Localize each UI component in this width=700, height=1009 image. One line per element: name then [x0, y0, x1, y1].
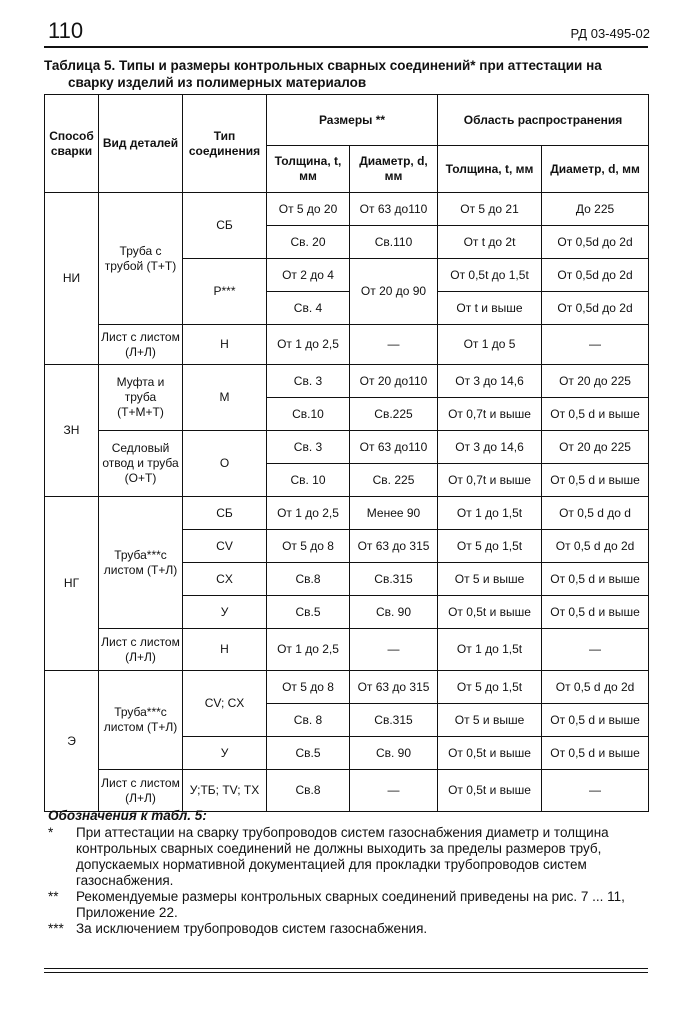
scope-diameter-cell: —	[542, 629, 649, 671]
scope-diameter-cell: От 20 до 225	[542, 431, 649, 464]
thickness-cell: От 1 до 2,5	[267, 497, 350, 530]
method-cell: НГ	[45, 497, 99, 671]
header-parts: Вид деталей	[99, 95, 183, 193]
thickness-cell: Св.8	[267, 563, 350, 596]
scope-diameter-cell: —	[542, 325, 649, 365]
method-cell: Э	[45, 671, 99, 812]
scope-thickness-cell: От 3 до 14,6	[438, 365, 542, 398]
scope-diameter-cell: От 0,5 d и выше	[542, 398, 649, 431]
diameter-cell: Св.315	[350, 704, 438, 737]
scope-diameter-cell: До 225	[542, 193, 649, 226]
table-row	[45, 193, 649, 226]
diameter-cell: —	[350, 629, 438, 671]
note-text: За исключением трубопроводов систем газоснабжения.	[76, 921, 428, 936]
thickness-cell: Св. 4	[267, 292, 350, 325]
parts-cell: Лист с листом (Л+Л)	[99, 770, 183, 812]
page-number: 110	[48, 18, 84, 43]
header-rule	[44, 46, 648, 48]
parts-cell: Труба***с листом (Т+Л)	[99, 671, 183, 770]
diameter-cell: Св. 90	[350, 737, 438, 770]
scope-thickness-cell: От 0,7t и выше	[438, 398, 542, 431]
note-mark: *	[48, 825, 54, 840]
footer-rule	[44, 972, 648, 973]
table-caption	[44, 57, 648, 91]
legend-note	[48, 921, 652, 937]
scope-thickness-cell: От 5 и выше	[438, 563, 542, 596]
scope-thickness-cell: От 5 до 21	[438, 193, 542, 226]
thickness-cell: Св.10	[267, 398, 350, 431]
scope-thickness-cell: От 3 до 14,6	[438, 431, 542, 464]
legend-note	[48, 889, 652, 921]
joint-cell: У;ТБ; TV; ТХ	[183, 770, 267, 812]
thickness-cell: От 5 до 8	[267, 530, 350, 563]
note-text: Рекомендуемые размеры контрольных сварных соединений приведены на рис. 7 ... 11, Приложение 22.	[76, 889, 625, 920]
document-code: РД 03-495-02	[570, 26, 650, 41]
thickness-cell: От 5 до 20	[267, 193, 350, 226]
scope-thickness-cell: От 0,5t до 1,5t	[438, 259, 542, 292]
table-row	[45, 365, 649, 398]
diameter-cell: Св. 90	[350, 596, 438, 629]
diameter-cell: Менее 90	[350, 497, 438, 530]
parts-cell: Труба***с листом (Т+Л)	[99, 497, 183, 629]
joint-cell: СБ	[183, 193, 267, 259]
diameter-cell: —	[350, 770, 438, 812]
welded-joints-table	[44, 94, 649, 812]
header-scope-thickness: Толщина, t, мм	[438, 146, 542, 193]
method-cell: ЗН	[45, 365, 99, 497]
joint-cell: CX	[183, 563, 267, 596]
scope-diameter-cell: —	[542, 770, 649, 812]
diameter-cell: От 63 до 315	[350, 671, 438, 704]
header-scope: Область распространения	[438, 95, 649, 146]
caption-line-1: Таблица 5. Типы и размеры контрольных сварных соединений* при аттестации на	[44, 58, 602, 73]
joint-cell: CV	[183, 530, 267, 563]
table-legend	[48, 808, 652, 937]
scope-diameter-cell: От 20 до 225	[542, 365, 649, 398]
scope-diameter-cell: От 0,5 d и выше	[542, 737, 649, 770]
parts-cell: Лист с листом (Л+Л)	[99, 629, 183, 671]
diameter-cell: Св. 225	[350, 464, 438, 497]
joint-cell: Р***	[183, 259, 267, 325]
scope-thickness-cell: От 1 до 5	[438, 325, 542, 365]
table-row	[45, 497, 649, 530]
scope-diameter-cell: От 0,5d до 2d	[542, 226, 649, 259]
note-mark: ***	[48, 921, 64, 936]
parts-cell: Муфта и труба (Т+М+Т)	[99, 365, 183, 431]
caption-line-2: сваркy изделий из полимерных материалов	[68, 75, 367, 90]
joint-cell: О	[183, 431, 267, 497]
joint-cell: CV; CX	[183, 671, 267, 737]
scope-thickness-cell: От 5 до 1,5t	[438, 671, 542, 704]
diameter-cell: От 63 до 315	[350, 530, 438, 563]
joint-cell: Н	[183, 325, 267, 365]
header-method: Способ сварки	[45, 95, 99, 193]
note-text: При аттестации на сварку трубопроводов систем газоснабжения диаметр и толщина контрольных сварных соединений не должны выходить за пределы размеров труб, допускаемых нормативной документацией для прокладки трубопроводов систем газоснабжения.	[76, 825, 609, 888]
table-row	[45, 325, 649, 365]
scope-diameter-cell: От 0,5d до 2d	[542, 292, 649, 325]
table-row	[45, 629, 649, 671]
joint-cell: У	[183, 596, 267, 629]
joint-cell: У	[183, 737, 267, 770]
header-joint-type: Тип соединения	[183, 95, 267, 193]
scope-thickness-cell: От 5 и выше	[438, 704, 542, 737]
scope-thickness-cell: От 5 до 1,5t	[438, 530, 542, 563]
scope-thickness-cell: От 0,7t и выше	[438, 464, 542, 497]
diameter-cell: От 63 до110	[350, 193, 438, 226]
thickness-cell: От 1 до 2,5	[267, 325, 350, 365]
scope-thickness-cell: От t до 2t	[438, 226, 542, 259]
thickness-cell: От 5 до 8	[267, 671, 350, 704]
scope-diameter-cell: От 0,5 d до 2d	[542, 530, 649, 563]
legend-title: Обозначения к табл. 5:	[48, 808, 207, 823]
scope-thickness-cell: От 0,5t и выше	[438, 737, 542, 770]
thickness-cell: Св. 3	[267, 365, 350, 398]
scope-thickness-cell: От t и выше	[438, 292, 542, 325]
thickness-cell: От 2 до 4	[267, 259, 350, 292]
scope-diameter-cell: От 0,5 d и выше	[542, 596, 649, 629]
diameter-cell: От 63 до110	[350, 431, 438, 464]
thickness-cell: Св.5	[267, 737, 350, 770]
scope-thickness-cell: От 1 до 1,5t	[438, 629, 542, 671]
parts-cell: Труба с трубой (Т+Т)	[99, 193, 183, 325]
parts-cell: Лист с листом (Л+Л)	[99, 325, 183, 365]
note-mark: **	[48, 889, 59, 904]
thickness-cell: Св.5	[267, 596, 350, 629]
table-row	[45, 770, 649, 812]
footer-rule	[44, 968, 648, 969]
thickness-cell: Св. 3	[267, 431, 350, 464]
scope-thickness-cell: От 1 до 1,5t	[438, 497, 542, 530]
legend-note	[48, 825, 652, 889]
scope-diameter-cell: От 0,5 d до 2d	[542, 671, 649, 704]
scope-thickness-cell: От 0,5t и выше	[438, 596, 542, 629]
thickness-cell: От 1 до 2,5	[267, 629, 350, 671]
joint-cell: М	[183, 365, 267, 431]
scope-diameter-cell: От 0,5 d и выше	[542, 704, 649, 737]
joint-cell: СБ	[183, 497, 267, 530]
table-row	[45, 431, 649, 464]
table-row	[45, 671, 649, 704]
header-scope-diameter: Диаметр, d, мм	[542, 146, 649, 193]
header-sizes: Размеры **	[267, 95, 438, 146]
scope-diameter-cell: От 0,5 d до d	[542, 497, 649, 530]
method-cell: НИ	[45, 193, 99, 365]
thickness-cell: Св. 8	[267, 704, 350, 737]
diameter-cell: Св.225	[350, 398, 438, 431]
scope-diameter-cell: От 0,5d до 2d	[542, 259, 649, 292]
header-diameter: Диаметр, d, мм	[350, 146, 438, 193]
thickness-cell: Св. 20	[267, 226, 350, 259]
parts-cell: Седловый отвод и труба (О+Т)	[99, 431, 183, 497]
diameter-cell: —	[350, 325, 438, 365]
diameter-cell: Св.315	[350, 563, 438, 596]
scope-thickness-cell: От 0,5t и выше	[438, 770, 542, 812]
diameter-cell: Св.110	[350, 226, 438, 259]
thickness-cell: Св.8	[267, 770, 350, 812]
header-thickness: Толщина, t, мм	[267, 146, 350, 193]
scope-diameter-cell: От 0,5 d и выше	[542, 464, 649, 497]
scope-diameter-cell: От 0,5 d и выше	[542, 563, 649, 596]
diameter-cell: От 20 до110	[350, 365, 438, 398]
thickness-cell: Св. 10	[267, 464, 350, 497]
joint-cell: Н	[183, 629, 267, 671]
diameter-cell: От 20 до 90	[350, 259, 438, 325]
